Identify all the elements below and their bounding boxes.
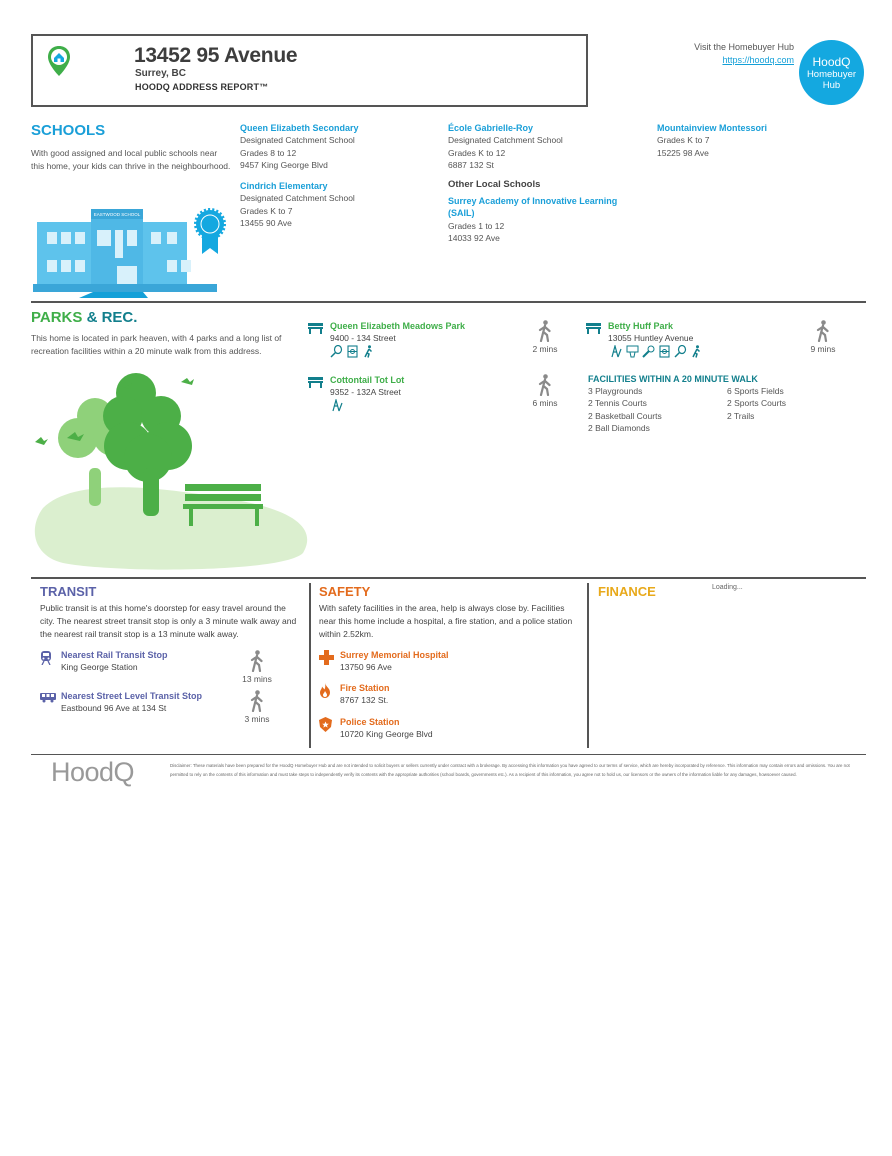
facility-item: 2 Tennis Courts [588,398,647,409]
walk-time [808,320,838,354]
column-divider [587,583,589,748]
bench-icon [308,376,323,388]
report-label: HOODQ ADDRESS REPORT™ [135,82,269,92]
hospital-name[interactable]: Surrey Memorial Hospital [340,650,449,660]
section-divider [31,301,866,303]
rail-stop-name[interactable]: King George Station [61,661,138,672]
train-icon [40,650,52,665]
walk-time-label: 9 mins [810,344,836,354]
walking-person-icon [250,650,264,672]
park-name[interactable]: Queen Elizabeth Meadows Park [330,321,466,331]
bench-icon [586,322,601,334]
hub-promo [694,41,794,67]
facilities-list-right [727,385,786,422]
school-sign-text: EASTWOOD SCHOOL [93,212,141,217]
park-illustration [33,368,308,573]
school-name[interactable]: École Gabrielle-Roy [448,123,534,133]
police-station-address: 10720 King George Blvd [340,728,433,739]
schools-intro: With good assigned and local public schools near this home, your kids can thrive in the neighbourhood. [31,148,231,171]
school-address: 6887 132 St [448,159,494,170]
walk-time-label: 3 mins [244,714,270,724]
school-illustration [33,202,229,298]
address-card [31,34,588,107]
sports-court-icon [658,345,671,358]
police-station-item [340,717,433,740]
schools-heading: SCHOOLS [31,122,106,139]
badge-line-3: Hub [822,80,841,91]
fire-station-address: 8767 132 St. [340,694,389,705]
facilities-heading: FACILITIES WITHIN A 20 MINUTE WALK [588,374,758,384]
other-schools [448,178,648,244]
walk-time [242,690,272,724]
park-address: 9400 - 134 Street [330,332,396,343]
school-card [657,122,857,159]
section-divider [31,577,866,579]
badge-line-1: HoodQ [812,55,851,69]
hub-badge[interactable] [799,40,864,105]
park-item [608,321,693,344]
park-facility-icons [610,345,703,358]
basketball-icon [626,345,639,358]
park-address: 13055 Huntley Avenue [608,332,694,343]
facility-item: 2 Sports Courts [727,398,787,409]
safety-heading: SAFETY [319,584,371,599]
school-grades: Grades K to 12 [448,147,506,158]
house-pin-icon [47,45,71,77]
park-facility-icons [330,345,375,358]
walk-time [530,320,560,354]
runner-icon [690,345,703,358]
transit-heading: TRANSIT [40,584,97,599]
school-card [240,180,440,229]
parks-intro: This home is located in park heaven, with 4 parks and a long list of recreation facilities within a 20 minute walk from this address. [31,333,282,356]
parks-heading-a: PARKS [31,309,83,326]
facility-item: 3 Playgrounds [588,386,643,396]
address-city: Surrey, BC [135,68,186,79]
school-type: Designated Catchment School [448,135,563,146]
sports-court-icon [346,345,359,358]
street-stop-label: Nearest Street Level Transit Stop [61,691,203,701]
school-grades: Grades 1 to 12 [448,220,505,231]
transit-intro: Public transit is at this home's doorstep for easy travel around the city. The nearest street transit stop is only a 3 minute walk away and the nearest rail transit stop is a 13 minute walk away. [40,603,297,639]
walk-time-label: 13 mins [242,674,272,684]
school-address: 13455 90 Ave [240,217,292,228]
other-schools-heading: Other Local Schools [448,179,541,190]
playground-icon [331,399,344,412]
walk-time-label: 2 mins [532,344,558,354]
rail-stop [61,650,168,673]
school-name[interactable]: Cindrich Elementary [240,181,328,191]
walking-person-icon [538,320,552,342]
walking-person-icon [538,374,552,396]
park-facility-icons [331,399,344,412]
finance-loading: Loading... [712,584,743,591]
tennis-icon [674,345,687,358]
school-type: Designated Catchment School [240,193,355,204]
hospital-item [340,650,449,673]
fire-station-label[interactable]: Fire Station [340,683,390,693]
walk-time [242,650,272,684]
school-address: 9457 King George Blvd [240,159,328,170]
walking-person-icon [250,690,264,712]
parks-heading [31,309,137,326]
park-item [330,375,404,398]
facility-item: 2 Ball Diamonds [588,422,650,433]
school-card [240,122,440,171]
hospital-address: 13750 96 Ave [340,661,392,672]
badge-line-2: Homebuyer [806,69,857,80]
baseball-icon [642,345,655,358]
park-address: 9352 - 132A Street [330,386,401,397]
school-grades: Grades K to 7 [240,205,293,216]
flame-icon [319,683,331,698]
school-name[interactable]: Mountainview Montessori [657,123,768,133]
rail-stop-label: Nearest Rail Transit Stop [61,650,168,660]
police-badge-icon [319,717,332,732]
hoodq-logo: HoodQ [51,757,135,787]
street-stop-name[interactable]: Eastbound 96 Ave at 134 St [61,702,167,713]
column-divider [309,583,311,748]
park-name[interactable]: Betty Huff Park [608,321,674,331]
school-name-cont[interactable]: (SAIL) [448,208,475,219]
school-name[interactable]: Queen Elizabeth Secondary [240,123,359,133]
police-station-label[interactable]: Police Station [340,717,400,727]
footer-divider [31,754,866,755]
park-item [330,321,465,344]
address-title: 13452 95 Avenue [134,44,298,67]
playground-icon [610,345,623,358]
facility-item: 2 Basketball Courts [588,410,662,421]
parks-heading-b: & REC. [86,309,138,326]
safety-intro: With safety facilities in the area, help is always close by. Facilities near this home include a hospital, a fire station, and a police station within 2.52km. [319,603,573,639]
school-name[interactable]: Surrey Academy of Innovative Learning [448,196,618,206]
facility-item: 6 Sports Fields [727,386,784,396]
hospital-cross-icon [319,650,334,665]
walking-person-icon [816,320,830,342]
bus-icon [40,691,56,703]
street-stop [61,691,202,714]
hub-link[interactable]: https://hoodq.com [722,55,794,65]
bench-icon [308,322,323,334]
disclaimer: Disclaimer: These materials have been prepared for the HoodQ Homebuyer Hub and are not intended to solicit buyers or sellers currently under contract with a brokerage. By accessing this information you have agreed to our terms of service, which are hereby incorporated by reference. This information may contain errors and omissions. You are not permitted to rely on the contents of this information and must take steps to independently verify its contents with the appropriate authorities (school boards, governments etc.). As a recipient of this information, you agree not to hold us, our licensors or the owners of the information liable for any damages, howsoever caused. [170,763,850,777]
school-type: Designated Catchment School [240,135,355,146]
school-grades: Grades 8 to 12 [240,147,297,158]
school-grades: Grades K to 7 [657,135,710,146]
park-name[interactable]: Cottontail Tot Lot [330,375,405,385]
runner-icon [362,345,375,358]
school-address: 14033 92 Ave [448,232,500,243]
walk-time [530,374,560,408]
tennis-icon [330,345,343,358]
fire-station-item [340,683,390,706]
walk-time-label: 6 mins [532,398,558,408]
school-address: 15225 98 Ave [657,147,709,158]
school-card [448,122,648,171]
facility-item: 2 Trails [727,410,755,421]
facilities-list-left [588,385,662,434]
finance-heading: FINANCE [598,584,656,599]
hub-promo-text: Visit the Homebuyer Hub [694,42,794,52]
